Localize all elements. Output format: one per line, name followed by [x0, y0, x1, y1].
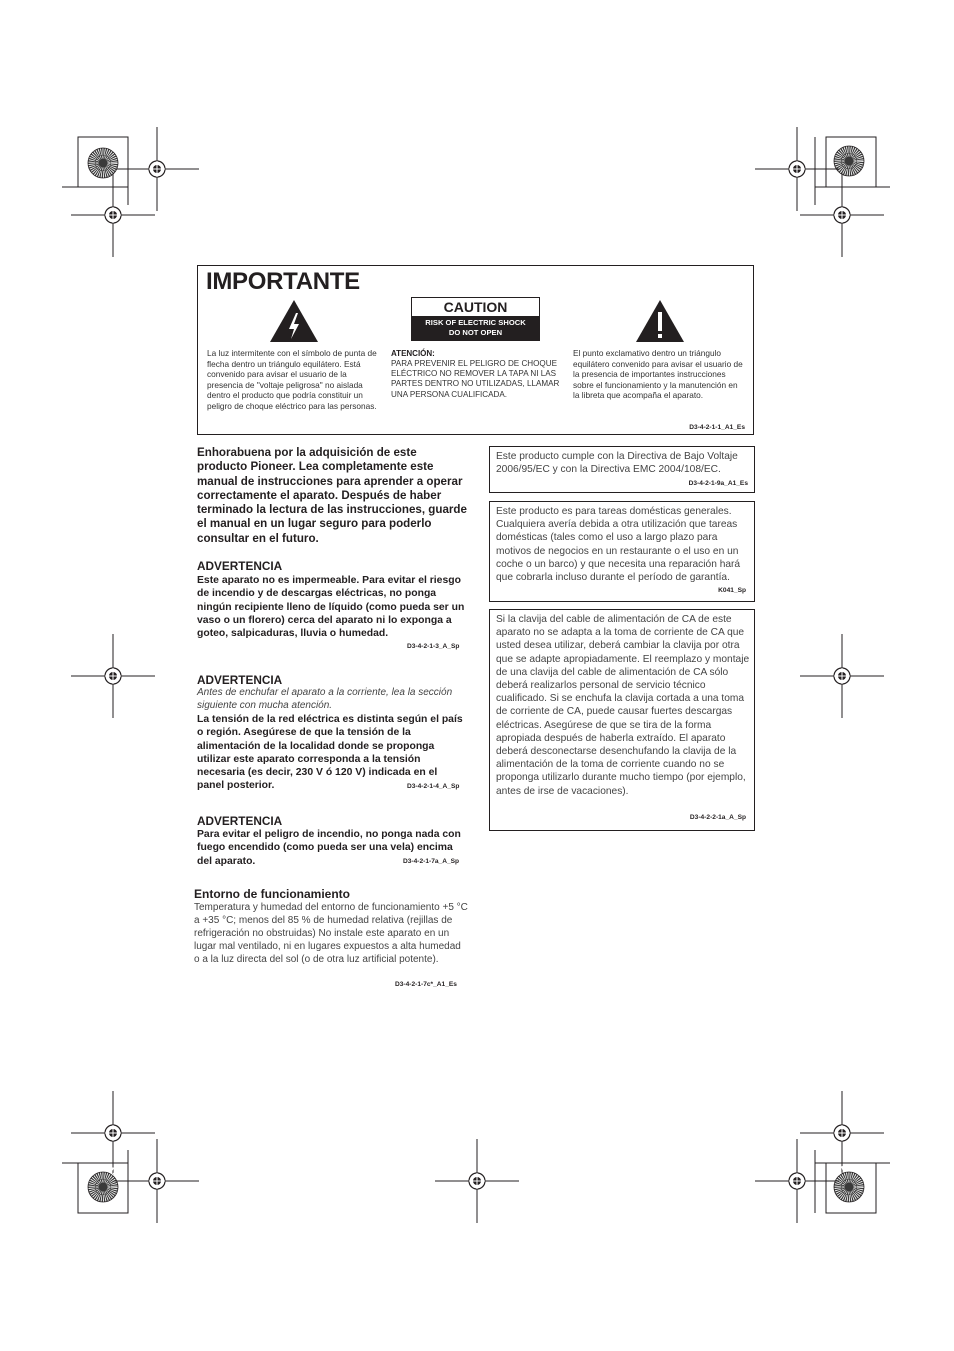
exclamation-warning-icon — [634, 298, 686, 344]
caution-line-2: DO NOT OPEN — [448, 328, 503, 337]
warning-heading-1: ADVERTENCIA — [197, 559, 283, 573]
important-safety-box — [197, 265, 754, 435]
star-target-icon — [834, 146, 864, 176]
directive-code: D3-4-2-1-9a_A1_Es — [688, 480, 748, 487]
intro-paragraph: Enhorabuena por la adquisición de este producto Pioneer. Lea completamente este manual de instrucciones para aprender a operar correctamente el aparato. Después de haber terminado la lectura de las instrucciones, guarde el manual en un lugar seguro para poderlo consultar en el futuro. — [197, 446, 467, 545]
star-target-icon — [834, 1172, 864, 1202]
domestic-use-text: Este producto es para tareas domésticas generales. Cualquiera avería debida a otra utilización que tareas domésticas (tales como el uso a largo plazo para motivos de negocios en un restaurante o el uso en un coche o un barco) y que necesita una reparación hará que cobrarla incluso durante el período de garantía. — [496, 506, 741, 584]
plug-box — [489, 609, 755, 831]
directive-text: Este producto cumple con la Directiva de Bajo Voltaje 2006/95/EC y con la Directiva EMC 2004/108/EC. — [496, 451, 738, 476]
warning-code-2: D3-4-2-1-4_A_Sp — [407, 783, 460, 790]
directive-box — [489, 446, 755, 493]
lightning-symbol-text: La luz intermitente con el símbolo de punta de flecha dentro un triángulo equilátero. Está convenido para avisar el usuario de la presencia de "voltaje peligrosa" no aislada dentro el producto que podría constituir un peligro de choque eléctrico para las personas. — [207, 348, 377, 411]
environment-code: D3-4-2-1-7c*_A1_Es — [395, 981, 457, 988]
important-title: IMPORTANTE — [206, 268, 360, 295]
exclamation-symbol-text: El punto exclamativo dentro un triángulo equilátero convenido para avisar el usuario de la presencia de importantes instrucciones sobre el funcionamiento y la manutención en la libreta que acompaña el aparato. — [573, 348, 743, 401]
warning-heading-2: ADVERTENCIA — [197, 673, 283, 687]
crosshair-icon — [435, 1139, 519, 1223]
attention-title: ATENCIÓN: — [391, 349, 435, 358]
warning-code-3: D3-4-2-1-7a_A_Sp — [403, 858, 460, 865]
crosshair-icon — [800, 634, 884, 718]
warning-body-3: Para evitar el peligro de incendio, no ponga nada con fuego encendido (como pueda ser una vela) encima del aparato. — [197, 829, 461, 867]
crosshair-icon — [71, 634, 155, 718]
caution-line-1: RISK OF ELECTRIC SHOCK — [425, 318, 526, 327]
warning-body-2: La tensión de la red eléctrica es distinta según el país o región. Asegúrese de que la tensión de la alimentación de la localidad donde se proponga utilizar este aparato corresponda a la tensión necesaria (es decir, 230 V ó 120 V) indicada en el panel posterior. — [197, 714, 463, 792]
crosshair-icon — [800, 1091, 884, 1175]
crosshair-icon — [800, 173, 884, 257]
caution-label — [411, 297, 540, 341]
warning-body-1: Este aparato no es impermeable. Para evitar el riesgo de incendio y de descargas eléctricas, no ponga ningún recipiente lleno de líquido (como pueda ser un vaso o un florero) cerca del aparato ni lo exponga a goteo, salpicaduras, lluvia o humedad. — [197, 575, 465, 640]
warning-heading-3: ADVERTENCIA — [197, 814, 283, 828]
crosshair-icon — [71, 1091, 155, 1175]
plug-text: Si la clavija del cable de alimentación de CA de este aparato no se adapta a la toma de corriente de CA que usted desea utilizar, deberá cambiar la clavija por otra que se adapte apropiadamente. El reemplazo y montaje de una clavija del cable de alimentación de CA sólo deberá realizarlos personal de servicio técnico cualificado. Si se enchufa la clavija cortada a una toma de corriente de CA, puede causar fuertes descargas eléctricas. Asegúrese de que se tira de la forma apropiada después de haberla extraído. El aparato deberá desconectarse desenchufando la clavija de la alimentación de la toma de corriente cuando no se proponga utilizarlo durante mucho tiempo (por ejemplo, antes de irse de vacaciones). — [496, 614, 750, 797]
environment-body: Temperatura y humedad del entorno de funcionamiento +5 °C a +35 °C; menos del 85 % de humedad relativa (rejillas de refrigeración no obstruidas) No instale este aparato en un lugar mal ventilado, ni en lugares expuestos a alta humedad o a la luz directa del sol (o de otra luz artificial potente). — [194, 902, 468, 965]
crosshair-icon — [71, 173, 155, 257]
plug-code: D3-4-2-2-1a_A_Sp — [689, 814, 746, 821]
domestic-use-code: K041_Sp — [718, 587, 746, 594]
environment-heading: Entorno de funcionamiento — [194, 887, 350, 901]
domestic-use-box — [489, 501, 755, 602]
caution-word: CAUTION — [443, 299, 508, 315]
warning-italic-2: Antes de enchufar el aparato a la corriente, lea la sección siguiente con mucha atención. — [197, 687, 453, 711]
lightning-warning-icon — [268, 298, 320, 344]
warning-code-1: D3-4-2-1-3_A_Sp — [407, 643, 460, 650]
box-code: D3-4-2-1-1_A1_Es — [689, 424, 745, 431]
attention-text: PARA PREVENIR EL PELIGRO DE CHOQUE ELÉCTRICO NO REMOVER LA TAPA NI LAS PARTES DENTRO NO UTILIZADAS, LLAMAR UNA PERSONA CUALIFICADA. — [391, 359, 560, 399]
star-target-icon — [88, 1172, 118, 1202]
caution-band — [412, 316, 539, 340]
